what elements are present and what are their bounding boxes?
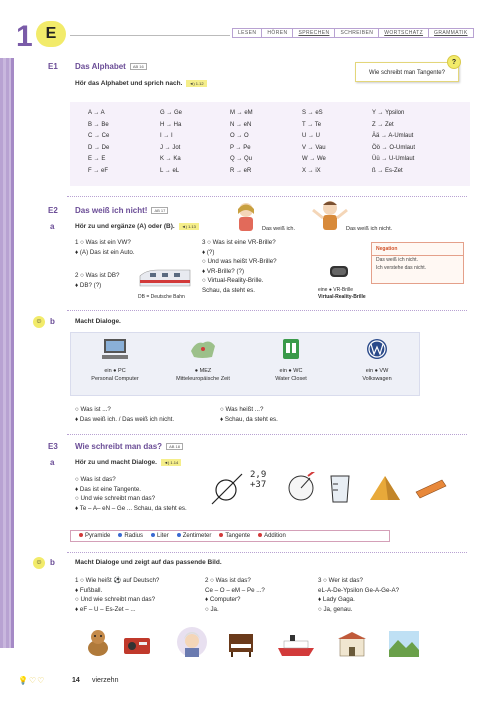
negation-box bbox=[371, 242, 464, 284]
word-text: Pyramide bbox=[85, 533, 111, 539]
pyramid-icon bbox=[368, 474, 402, 502]
word-text: Zentimeter bbox=[182, 533, 212, 539]
e3-b-dialogue-1 bbox=[75, 576, 159, 614]
card-key: ein ● VW bbox=[365, 368, 389, 374]
dialogue-line: ○ Und was heißt VR-Brille? bbox=[202, 258, 277, 265]
card-mez bbox=[163, 337, 243, 383]
dialogue-line: 1 ○ Wie heißt ⚽ auf Deutsch? bbox=[75, 577, 160, 584]
word-pyramide bbox=[79, 533, 110, 539]
nav-wortschatz: WORTSCHATZ bbox=[379, 29, 429, 37]
card-key: ● MEZ bbox=[194, 368, 212, 374]
dialogue-line: ♦ Fußball. bbox=[75, 586, 103, 594]
dog-illustration bbox=[84, 628, 112, 658]
radius-drawing bbox=[286, 472, 316, 504]
card-wc bbox=[251, 337, 331, 383]
alpha-col-4 bbox=[302, 108, 326, 177]
landscape-illustration bbox=[388, 630, 420, 658]
europe-map-icon bbox=[188, 337, 218, 361]
e3-a-text: Hör zu und macht Dialoge. bbox=[75, 459, 157, 467]
e2-a-letter: a bbox=[50, 222, 55, 231]
pair-icon: ☺ bbox=[33, 316, 45, 328]
pair-icon: ☺ bbox=[33, 557, 45, 569]
alpha-item: N → eN bbox=[230, 121, 252, 128]
alpha-item: X → iX bbox=[302, 167, 321, 174]
nav-sprechen: SPRECHEN bbox=[293, 29, 335, 37]
dialogue-line: ♦ eF – U – Es-Zet – ... bbox=[75, 605, 136, 613]
e3-a-letter: a bbox=[50, 458, 55, 467]
computer-icon bbox=[100, 337, 130, 361]
old-woman-illustration bbox=[176, 626, 208, 658]
negation-title: Negation bbox=[372, 243, 463, 256]
alpha-col-2 bbox=[160, 108, 182, 177]
alpha-item: J → Jot bbox=[160, 144, 181, 151]
ruler-icon bbox=[414, 478, 448, 500]
alpha-item: V → Vau bbox=[302, 144, 326, 151]
dialogue-line: ♦ Lady Gaga. bbox=[318, 596, 355, 603]
e2-a-text: Hör zu und ergänze (A) oder (B). bbox=[75, 223, 175, 231]
e2-dialogue-1 bbox=[75, 238, 135, 257]
alpha-item: P → Pe bbox=[230, 144, 251, 151]
e3-b-dialogue-2 bbox=[205, 576, 265, 614]
dialogue-line: ♦ (A) Das ist ein Auto. bbox=[75, 248, 135, 256]
callout-box: Wie schreibt man Tangente? bbox=[355, 62, 459, 82]
alpha-col-5 bbox=[372, 108, 415, 177]
vr-caption bbox=[318, 287, 366, 301]
dialogue-line: eL-A-De-Ypsilon Ge-A-Ge-A? bbox=[318, 586, 400, 594]
measuring-cup-icon bbox=[328, 472, 352, 504]
dialogue-line: ○ Virtual-Reality-Brille. bbox=[202, 277, 264, 284]
card-value: Volkswagen bbox=[362, 376, 392, 382]
e2-audio: ◄) 1.13 bbox=[179, 223, 199, 230]
e3-b-instruction: Macht Dialoge und zeigt auf das passende Bild. bbox=[75, 559, 222, 566]
person-a-label: Das weiß ich. bbox=[262, 226, 296, 232]
vr-caption-1: eine ● VR-Brille bbox=[318, 287, 353, 293]
alpha-item: F → eF bbox=[88, 167, 109, 174]
alpha-item: Z → Zet bbox=[372, 121, 394, 128]
e2-dialogue-2 bbox=[75, 271, 119, 290]
word-bar bbox=[70, 530, 390, 542]
e2-b-letter: b bbox=[50, 317, 55, 326]
e3-a-dialogue bbox=[75, 475, 187, 513]
e2-a-instruction bbox=[75, 223, 199, 230]
divider bbox=[67, 434, 467, 435]
e2-b-instruction: Macht Dialoge. bbox=[75, 318, 121, 325]
word-text: Tangente bbox=[225, 533, 251, 539]
dialogue-line: ○ Was ist das? bbox=[75, 476, 116, 483]
divider bbox=[67, 196, 467, 197]
dialogue-line: ♦ Das weiß ich. / Das weiß ich nicht. bbox=[75, 415, 175, 423]
dialogue-line: Schau, da steht es. bbox=[202, 286, 255, 294]
alpha-col-3 bbox=[230, 108, 253, 177]
alpha-item: T → Te bbox=[302, 121, 322, 128]
e2-dialogue-3 bbox=[202, 238, 277, 295]
page-number-word: vierzehn bbox=[92, 677, 119, 684]
word-addition bbox=[258, 533, 286, 539]
dialogue-line: Ce – O – eM – Pe ...? bbox=[205, 586, 265, 594]
dialogue-line: ♦ Das ist eine Tangente. bbox=[75, 485, 141, 493]
word-text: Radius bbox=[124, 533, 144, 539]
e2-tag: AB 17 bbox=[151, 207, 168, 214]
dialogue-line: ♦ Computer? bbox=[205, 596, 241, 603]
alpha-item: ß → Es-Zet bbox=[372, 167, 403, 174]
word-liter bbox=[151, 533, 169, 539]
e3-tag: AB 18 bbox=[166, 443, 183, 450]
negation-line: Das weiß ich nicht. bbox=[376, 257, 418, 263]
alpha-item: G → Ge bbox=[160, 110, 183, 116]
dialogue-line: 1 ○ Was ist ein VW? bbox=[75, 239, 131, 246]
db-caption: DB = Deutsche Bahn bbox=[138, 294, 185, 300]
person-b-label: Das weiß ich nicht. bbox=[346, 226, 393, 232]
dialogue-line: ♦ Schau, da steht es. bbox=[220, 415, 278, 423]
e3-b-letter: b bbox=[50, 558, 55, 567]
alphabet-table bbox=[70, 102, 470, 186]
e1-number: E1 bbox=[48, 62, 58, 71]
e2-title-text: Das weiß ich nicht! bbox=[75, 206, 148, 215]
e2-number: E2 bbox=[48, 206, 58, 215]
callout-badge: ? bbox=[447, 55, 461, 69]
alpha-item: U → U bbox=[302, 133, 320, 139]
word-radius bbox=[118, 533, 143, 539]
alpha-item: O → O bbox=[230, 133, 249, 139]
card-value: Mitteleuropäische Zeit bbox=[176, 376, 230, 382]
math-addition: 2,9 +37 bbox=[250, 470, 267, 490]
header-rule bbox=[70, 35, 230, 36]
train-illustration bbox=[138, 268, 192, 290]
nav-hoeren: HÖREN bbox=[262, 29, 293, 37]
alpha-col-1 bbox=[88, 108, 109, 177]
vw-logo-icon bbox=[362, 337, 392, 361]
chapter-letter: E bbox=[36, 21, 66, 47]
dialogue-line: ♦ DB? (?) bbox=[75, 281, 102, 289]
card-key: ein ● WC bbox=[279, 368, 303, 374]
e3-title bbox=[75, 442, 183, 451]
alpha-item: S → eS bbox=[302, 110, 323, 116]
e2-title bbox=[75, 206, 168, 215]
divider bbox=[67, 310, 467, 311]
card-key: ein ● PC bbox=[104, 368, 126, 374]
e2-b-left bbox=[75, 405, 174, 424]
e1-instruction bbox=[75, 80, 207, 87]
word-zentimeter bbox=[177, 533, 212, 539]
negation-line: Ich verstehe das nicht. bbox=[376, 265, 427, 271]
e2-b-right bbox=[220, 405, 278, 424]
e3-audio: ◄) 1.14 bbox=[161, 459, 181, 466]
difficulty-icons: 💡♡♡ bbox=[18, 676, 46, 685]
ship-illustration bbox=[276, 632, 316, 658]
e1-tag: AB 16 bbox=[130, 63, 147, 70]
dialogue-line: ♦ (?) bbox=[202, 248, 215, 256]
e3-a-instruction bbox=[75, 459, 181, 466]
alpha-item: L → eL bbox=[160, 167, 180, 174]
nav-grammatik: GRAMMATIK bbox=[434, 30, 468, 36]
radio-illustration bbox=[122, 634, 152, 656]
vr-headset-illustration bbox=[328, 262, 350, 280]
divider bbox=[67, 552, 467, 553]
alpha-item: R → eR bbox=[230, 167, 252, 174]
dialogue-line: 2 ○ Was ist das? bbox=[205, 577, 251, 584]
dialogue-line: ○ Ja. bbox=[205, 605, 219, 613]
dialogue-line: ○ Was ist ...? bbox=[75, 406, 111, 413]
dialogue-line: ○ Und wie schreibt man das? bbox=[75, 596, 156, 603]
dialogue-line: ♦ Te – A– eN – Ge ... Schau, da steht es. bbox=[75, 504, 187, 512]
e1-instruction-text: Hör das Alphabet und sprich nach. bbox=[75, 80, 183, 88]
word-tangente bbox=[219, 533, 250, 539]
abbrev-cards bbox=[70, 332, 420, 396]
dialogue-line: ♦ VR-Brille? (?) bbox=[202, 267, 245, 275]
word-text: Addition bbox=[264, 533, 286, 539]
card-pc bbox=[75, 337, 155, 383]
dialogue-line: 3 ○ Was ist eine VR-Brille? bbox=[202, 239, 276, 246]
person-a-illustration bbox=[232, 200, 260, 232]
vr-caption-2: Virtual-Reality-Brille bbox=[318, 294, 366, 300]
dialogue-line: ○ Ja, genau. bbox=[318, 605, 353, 613]
tangent-drawing bbox=[210, 470, 244, 506]
side-band bbox=[0, 58, 14, 648]
alpha-item: A → A bbox=[88, 110, 105, 116]
nav-schreiben: SCHREIBEN bbox=[335, 29, 379, 37]
alpha-item: W → We bbox=[302, 156, 326, 162]
word-text: Liter bbox=[157, 533, 169, 539]
alpha-item: I → I bbox=[160, 133, 173, 139]
alpha-item: Üü → U-Umlaut bbox=[372, 156, 415, 162]
alpha-item: B → Be bbox=[88, 121, 109, 128]
e3-title-text: Wie schreibt man das? bbox=[75, 442, 163, 451]
person-b-illustration bbox=[310, 198, 350, 232]
e1-title-text: Das Alphabet bbox=[75, 62, 126, 71]
dialogue-line: ○ Was heißt ...? bbox=[220, 406, 264, 413]
e1-title bbox=[75, 62, 147, 71]
building-illustration bbox=[336, 630, 368, 658]
alpha-item: Q → Qu bbox=[230, 156, 253, 162]
alpha-item: K → Ka bbox=[160, 156, 181, 162]
dialogue-line: 2 ○ Was ist DB? bbox=[75, 272, 120, 279]
alpha-item: Ää → A-Umlaut bbox=[372, 133, 414, 139]
dialogue-line: 3 ○ Wer ist das? bbox=[318, 577, 363, 584]
alpha-item: H → Ha bbox=[160, 121, 182, 128]
card-value: Water Closet bbox=[275, 376, 307, 382]
chapter-number: 1 bbox=[16, 20, 33, 53]
wc-sign-icon bbox=[276, 337, 306, 361]
e3-b-dialogue-3 bbox=[318, 576, 399, 614]
e1-audio: ◄) 1.12 bbox=[186, 80, 206, 87]
card-value: Personal Computer bbox=[91, 376, 139, 382]
alpha-item: Öö → O-Umlaut bbox=[372, 144, 416, 151]
e3-number: E3 bbox=[48, 442, 58, 451]
alpha-item: D → De bbox=[88, 144, 110, 151]
alpha-item: E → E bbox=[88, 156, 106, 162]
skills-nav bbox=[232, 28, 474, 38]
card-vw bbox=[337, 337, 417, 383]
dialogue-line: ○ Und wie schreibt man das? bbox=[75, 495, 156, 502]
page-number: 14 bbox=[72, 677, 80, 684]
alpha-item: C → Ce bbox=[88, 133, 110, 139]
piano-illustration bbox=[226, 630, 256, 658]
alpha-item: M → eM bbox=[230, 110, 253, 116]
nav-lesen: LESEN bbox=[233, 29, 262, 37]
alpha-item: Y → Ypsilon bbox=[372, 110, 405, 116]
